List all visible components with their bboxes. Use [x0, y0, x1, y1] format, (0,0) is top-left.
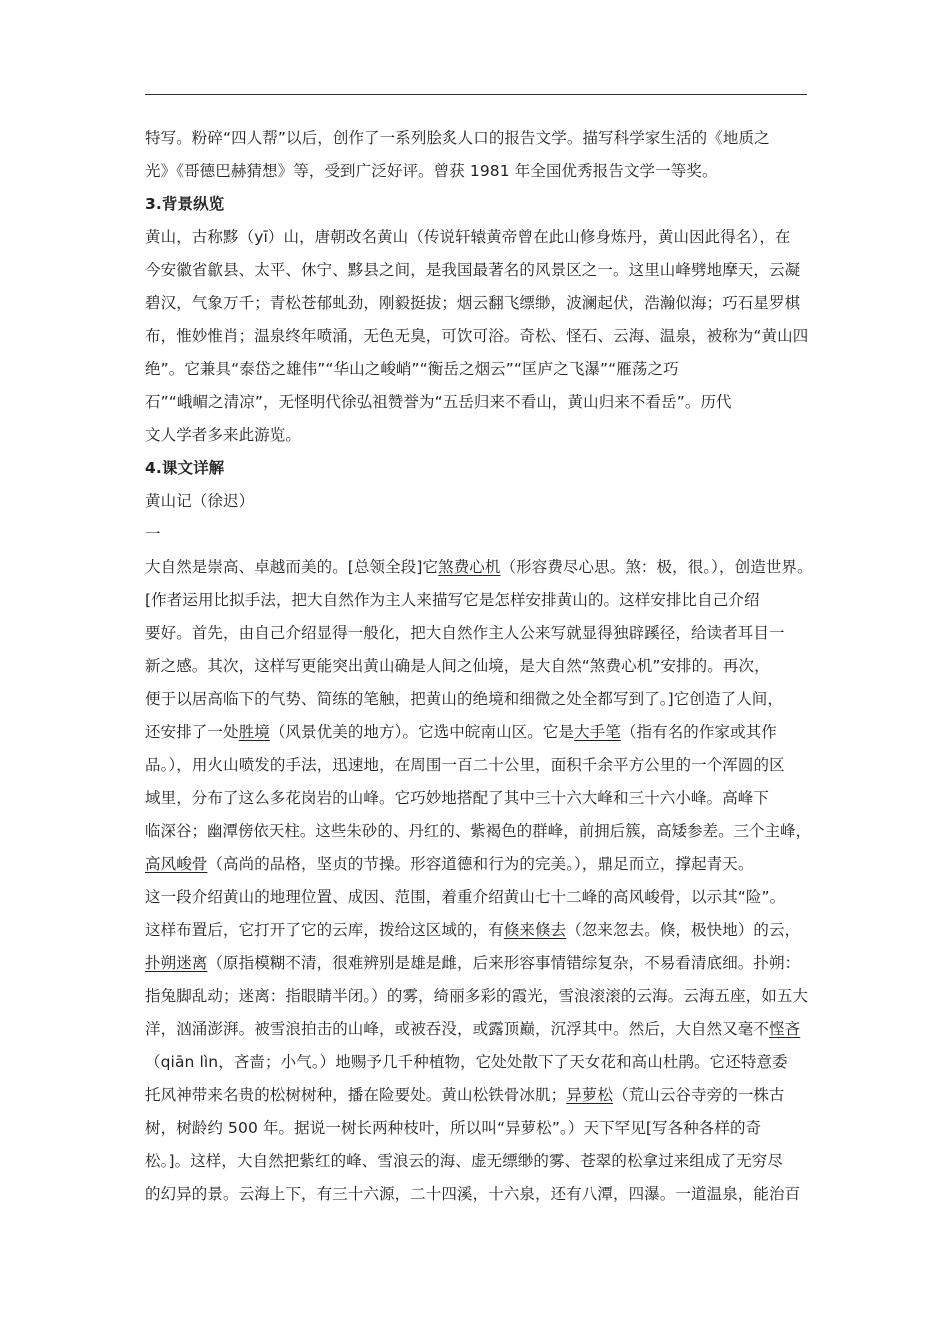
glossed-term: 异萝松: [566, 1086, 614, 1104]
text-segment: （指有名的作家或其作: [620, 723, 777, 741]
glossed-term: 大手笔: [574, 723, 621, 741]
section-heading-text-analysis: 4.课文详解: [145, 459, 225, 477]
text-segment: 托风神带来名贵的松树树种，播在险要处。黄山松铁骨冰肌；: [145, 1086, 567, 1104]
glossed-term: 煞费心机: [438, 558, 501, 576]
background-line: 文人学者多来此游览。: [145, 426, 302, 444]
text-line: 新之感。其次，这样写更能突出黄山确是人间之仙境，是大自然“煞费心机”安排的。再次，: [145, 657, 770, 675]
text-segment: （荒山云谷寺旁的一株古: [613, 1086, 785, 1104]
text-line: 要好。首先，由自己介绍显得一般化，把大自然作主人公来写就显得独辟蹊径，给读者耳目一: [145, 624, 785, 642]
text-segment: 还安排了一处: [145, 723, 239, 741]
text-line: 指兔脚乱动；迷离：指眼睛半闭。）的雾，绮丽多彩的霞光，雪浪滚滚的云海。云海五座，如五大: [145, 987, 809, 1005]
glossed-term: 高风峻骨: [145, 855, 208, 873]
document-body: [145, 122, 815, 1211]
background-line: 今安徽省歙县、太平、休宁、黟县之间，是我国最著名的风景区之一。这里山峰劈地摩天，云凝: [145, 261, 801, 279]
intro-line-2: 光》《哥德巴赫猜想》等，受到广泛好评。曾获 1981 年全国优秀报告文学一等奖。: [145, 162, 718, 180]
text-segment: （忽来忽去。倏，极快地）的云，: [566, 921, 801, 939]
text-line: 便于以居高临下的气势、简练的笔触，把黄山的绝境和细微之处全都写到了。]它创造了人间，: [145, 690, 783, 708]
background-line: 黄山，古称黟（yī）山，唐朝改名黄山（传说轩辕黄帝曾在此山修身炼丹，黄山因此得名），在: [145, 228, 791, 246]
text-line: [145, 1079, 815, 1112]
text-line: 这一段介绍黄山的地理位置、成因、范围，着重介绍黄山七十二峰的高风峻骨，以示其“险”。: [145, 888, 786, 906]
text-line: 的幻异的景。云海上下，有三十六源，二十四溪，十六泉，还有八潭，四瀑。一道温泉，能治百: [145, 1185, 801, 1203]
background-line: 绝”。它兼具“泰岱之雄伟”“华山之峻峭”“衡岳之烟云”“匡庐之飞瀑”“雁荡之巧: [145, 360, 679, 378]
text-line: [145, 716, 815, 749]
background-line: 碧汉，气象万千；青松苍郁虬劲，刚毅挺拔；烟云翻飞缥缈，波澜起伏，浩瀚似海；巧石星罗棋: [145, 294, 801, 312]
part-number: 一: [145, 525, 161, 543]
glossed-term: 扑朔迷离: [145, 954, 208, 972]
text-segment: （高尚的品格，坚贞的节操。形容道德和行为的完美。），鼎足而立，撑起青天。: [207, 855, 754, 873]
glossed-term: 胜境: [238, 723, 270, 741]
text-line: [145, 551, 815, 584]
text-line: [145, 947, 815, 980]
text-line: 品。），用火山喷发的手法，迅速地，在周围一百二十公里，面积千余平方公里的一个浑圆的区: [145, 756, 785, 774]
text-segment: 洋，汹涌澎湃。被雪浪拍击的山峰，或被吞没，或露顶巅，沉浮其中。然后，大自然又毫不: [145, 1020, 770, 1038]
text-line: 树，树龄约 500 年。据说一树长两种枝叶，所以叫“异萝松”。）天下罕见[写各种各样的奇: [145, 1119, 762, 1137]
text-line: [145, 914, 815, 947]
glossed-term: 悭吝: [769, 1020, 801, 1038]
background-line: 石”“峨嵋之清凉”，无怪明代徐弘祖赞誉为“五岳归来不看山，黄山归来不看岳”。历代: [145, 393, 732, 411]
text-line: [145, 1013, 815, 1046]
text-segment: 这样布置后，它打开了它的云库，拨给这区域的，有: [145, 921, 504, 939]
text-segment: （风景优美的地方）。它选中皖南山区。它是: [269, 723, 575, 741]
section-heading-background: 3.背景纵览: [145, 195, 225, 213]
text-line: 松。]。这样，大自然把紫红的峰、雪浪云的海、虚无缥缈的雾、苍翠的松拿过来组成了无穷尽: [145, 1152, 783, 1170]
text-segment: 大自然是崇高、卓越而美的。[总领全段]它: [145, 558, 439, 576]
text-line: [作者运用比拟手法，把大自然作为主人来描写它是怎样安排黄山的。这样安排比自己介绍: [145, 591, 760, 609]
header-rule: [145, 94, 807, 95]
glossed-term: 倏来倏去: [503, 921, 567, 939]
text-line: 临深谷；幽潭傍依天柱。这些朱砂的、丹红的、紫褐色的群峰，前拥后簇，高矮参差。三个主峰，: [145, 822, 812, 840]
text-segment: （原指模糊不清，很难辨别是雄是雌，后来形容事情错综复杂，不易看清底细。扑朔：: [207, 954, 801, 972]
article-title: 黄山记（徐迟）: [145, 492, 255, 510]
background-line: 布，惟妙惟肖；温泉终年喷涌，无色无臭，可饮可浴。奇松、怪石、云海、温泉，被称为“黄山四: [145, 327, 809, 345]
text-segment: （形容费尽心思。煞：极，很。），创造世界。: [500, 558, 813, 576]
intro-line-1: 特写。粉碎“四人帮”以后，创作了一系列脍炙人口的报告文学。描写科学家生活的《地质之: [145, 129, 770, 147]
text-line: （qiān lìn，吝啬；小气。）地赐予几千种植物，它处处散下了天女花和高山杜鹃。它还特意委: [145, 1053, 788, 1071]
text-line: 域里，分布了这么多花岗岩的山峰。它巧妙地搭配了其中三十六大峰和三十六小峰。高峰下: [145, 789, 770, 807]
text-line: [145, 848, 815, 881]
